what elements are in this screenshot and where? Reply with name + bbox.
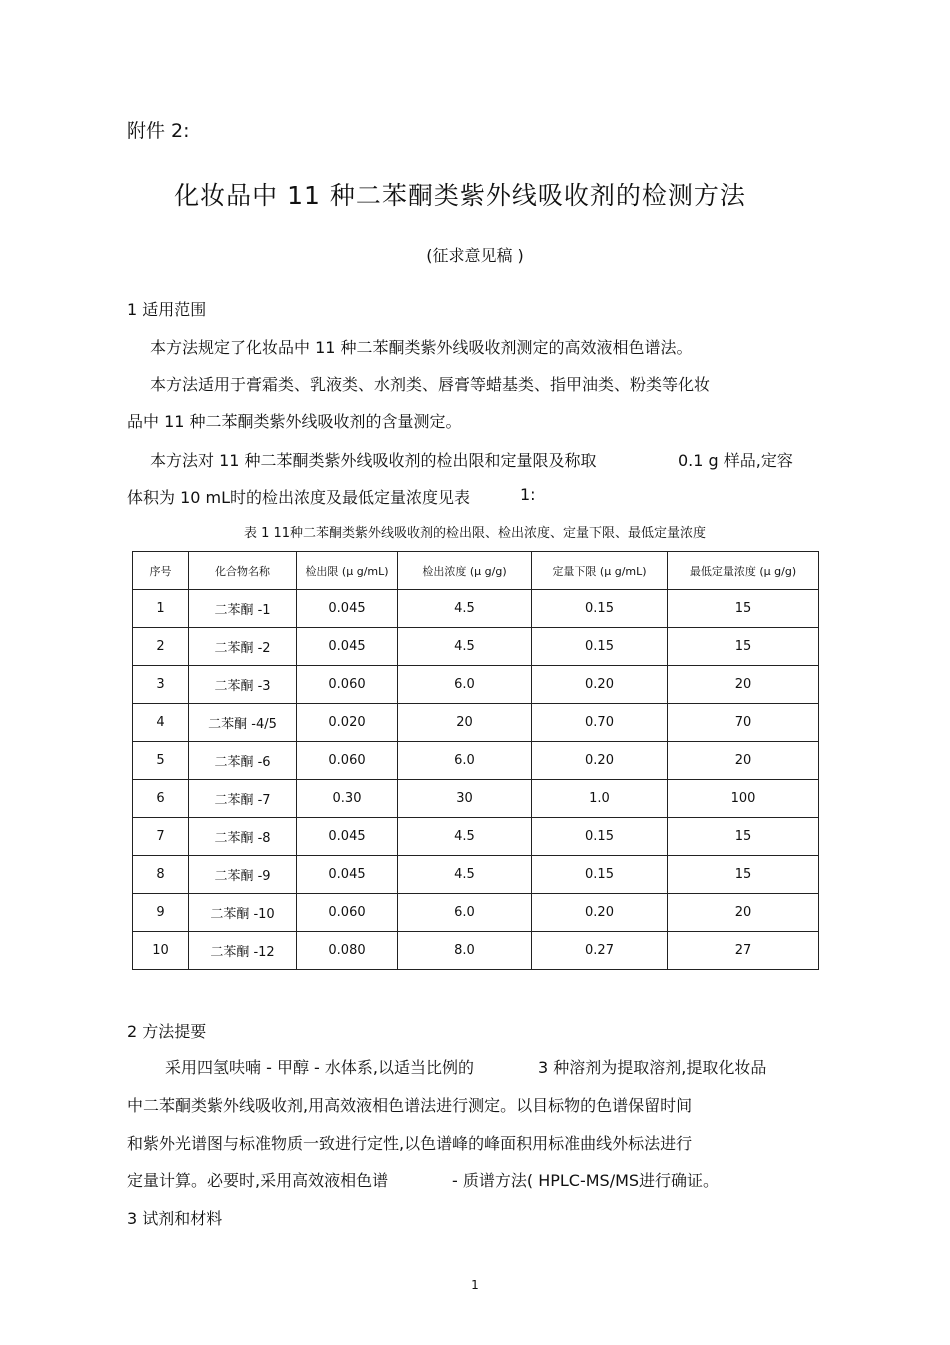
section-2-line-4b: - 质谱方法( HPLC-MS/MS进行确证。 <box>452 1171 720 1190</box>
cell-compound: 二苯酮 -10 <box>189 894 297 932</box>
cell-min-quantification: 100 <box>668 780 819 818</box>
cell-detection-limit: 0.30 <box>297 780 398 818</box>
cell-compound: 二苯酮 -9 <box>189 856 297 894</box>
cell-compound: 二苯酮 -3 <box>189 666 297 704</box>
cell-detection-limit: 0.080 <box>297 932 398 970</box>
cell-compound: 二苯酮 -7 <box>189 780 297 818</box>
table-row <box>133 704 819 742</box>
table-row <box>133 590 819 628</box>
table-row <box>133 894 819 932</box>
table-row <box>133 780 819 818</box>
cell-compound: 二苯酮 -2 <box>189 628 297 666</box>
cell-quantification-limit: 0.15 <box>532 856 668 894</box>
cell-detection-limit: 0.060 <box>297 894 398 932</box>
cell-detection-limit: 0.045 <box>297 590 398 628</box>
cell-compound: 二苯酮 -4/5 <box>189 704 297 742</box>
table-row <box>133 856 819 894</box>
table-row <box>133 628 819 666</box>
document-title: 化妆品中 11 种二苯酮类紫外线吸收剂的检测方法 <box>174 181 746 210</box>
table-row <box>133 932 819 970</box>
section-2-line-3: 和紫外光谱图与标准物质一致进行定性,以色谱峰的峰面积用标准曲线外标法进行 <box>127 1134 693 1153</box>
section-2-heading: 2 方法提要 <box>127 1022 207 1041</box>
cell-quantification-limit: 1.0 <box>532 780 668 818</box>
cell-quantification-limit: 0.20 <box>532 894 668 932</box>
section-1-paragraph-1: 本方法规定了化妆品中 11 种二苯酮类紫外线吸收剂测定的高效液相色谱法。 <box>150 338 693 357</box>
annex-label: 附件 2: <box>127 120 190 142</box>
section-1-paragraph-2-line-1: 本方法适用于膏霜类、乳液类、水剂类、唇膏等蜡基类、指甲油类、粉类等化妆 <box>150 375 711 394</box>
cell-detection-concentration: 8.0 <box>398 932 532 970</box>
cell-detection-limit: 0.045 <box>297 856 398 894</box>
cell-index: 4 <box>133 704 189 742</box>
header-quantification-limit: 定量下限 (μ g/mL) <box>532 552 668 590</box>
cell-quantification-limit: 0.15 <box>532 628 668 666</box>
cell-detection-concentration: 6.0 <box>398 894 532 932</box>
page-number: 1 <box>471 1278 479 1292</box>
cell-detection-limit: 0.045 <box>297 628 398 666</box>
header-index: 序号 <box>133 552 189 590</box>
cell-quantification-limit: 0.27 <box>532 932 668 970</box>
cell-index: 8 <box>133 856 189 894</box>
cell-compound: 二苯酮 -8 <box>189 818 297 856</box>
table-row <box>133 742 819 780</box>
cell-min-quantification: 20 <box>668 666 819 704</box>
cell-quantification-limit: 0.20 <box>532 742 668 780</box>
section-1-paragraph-3-line-2a: 体积为 10 mL时的检出浓度及最低定量浓度见表 <box>127 488 471 507</box>
cell-min-quantification: 15 <box>668 590 819 628</box>
cell-index: 10 <box>133 932 189 970</box>
cell-detection-concentration: 4.5 <box>398 856 532 894</box>
table-caption: 表 1 11种二苯酮类紫外线吸收剂的检出限、检出浓度、定量下限、最低定量浓度 <box>243 526 707 541</box>
cell-min-quantification: 20 <box>668 894 819 932</box>
cell-detection-concentration: 30 <box>398 780 532 818</box>
table-row <box>133 818 819 856</box>
cell-index: 5 <box>133 742 189 780</box>
section-2-line-4a: 定量计算。必要时,采用高效液相色谱 <box>127 1171 389 1190</box>
cell-detection-limit: 0.020 <box>297 704 398 742</box>
cell-min-quantification: 15 <box>668 856 819 894</box>
cell-index: 6 <box>133 780 189 818</box>
cell-index: 2 <box>133 628 189 666</box>
section-1-paragraph-2-line-2: 品中 11 种二苯酮类紫外线吸收剂的含量测定。 <box>127 412 462 431</box>
section-1-paragraph-3-line-1a: 本方法对 11 种二苯酮类紫外线吸收剂的检出限和定量限及称取 <box>150 451 597 470</box>
cell-quantification-limit: 0.70 <box>532 704 668 742</box>
header-compound-name: 化合物名称 <box>189 552 297 590</box>
cell-detection-concentration: 4.5 <box>398 590 532 628</box>
cell-detection-concentration: 4.5 <box>398 628 532 666</box>
cell-quantification-limit: 0.20 <box>532 666 668 704</box>
section-2-line-1b: 3 种溶剂为提取溶剂,提取化妆品 <box>538 1058 767 1077</box>
cell-detection-limit: 0.060 <box>297 666 398 704</box>
cell-detection-concentration: 6.0 <box>398 666 532 704</box>
cell-quantification-limit: 0.15 <box>532 590 668 628</box>
cell-detection-limit: 0.045 <box>297 818 398 856</box>
cell-min-quantification: 20 <box>668 742 819 780</box>
section-1-paragraph-3-line-2b: 1: <box>520 485 536 504</box>
cell-detection-concentration: 6.0 <box>398 742 532 780</box>
cell-min-quantification: 15 <box>668 628 819 666</box>
cell-detection-concentration: 4.5 <box>398 818 532 856</box>
header-min-quantification-concentration: 最低定量浓度 (μ g/g) <box>668 552 819 590</box>
cell-compound: 二苯酮 -6 <box>189 742 297 780</box>
cell-compound: 二苯酮 -1 <box>189 590 297 628</box>
header-detection-limit: 检出限 (μ g/mL) <box>297 552 398 590</box>
section-1-heading: 1 适用范围 <box>127 300 207 319</box>
cell-detection-limit: 0.060 <box>297 742 398 780</box>
section-2-line-1a: 采用四氢呋喃 - 甲醇 - 水体系,以适当比例的 <box>165 1058 474 1077</box>
cell-min-quantification: 15 <box>668 818 819 856</box>
detection-limits-table <box>132 551 819 970</box>
table-header-row <box>133 552 819 590</box>
section-3-heading: 3 试剂和材料 <box>127 1209 223 1228</box>
cell-min-quantification: 70 <box>668 704 819 742</box>
document-subtitle: (征求意见稿 ) <box>426 246 524 265</box>
cell-index: 3 <box>133 666 189 704</box>
section-1-paragraph-3-line-1b: 0.1 g 样品,定容 <box>678 451 793 470</box>
cell-min-quantification: 27 <box>668 932 819 970</box>
header-detection-concentration: 检出浓度 (μ g/g) <box>398 552 532 590</box>
cell-index: 9 <box>133 894 189 932</box>
cell-index: 1 <box>133 590 189 628</box>
cell-compound: 二苯酮 -12 <box>189 932 297 970</box>
section-2-line-2: 中二苯酮类紫外线吸收剂,用高效液相色谱法进行测定。以目标物的色谱保留时间 <box>127 1096 693 1115</box>
table-row <box>133 666 819 704</box>
cell-quantification-limit: 0.15 <box>532 818 668 856</box>
cell-detection-concentration: 20 <box>398 704 532 742</box>
cell-index: 7 <box>133 818 189 856</box>
